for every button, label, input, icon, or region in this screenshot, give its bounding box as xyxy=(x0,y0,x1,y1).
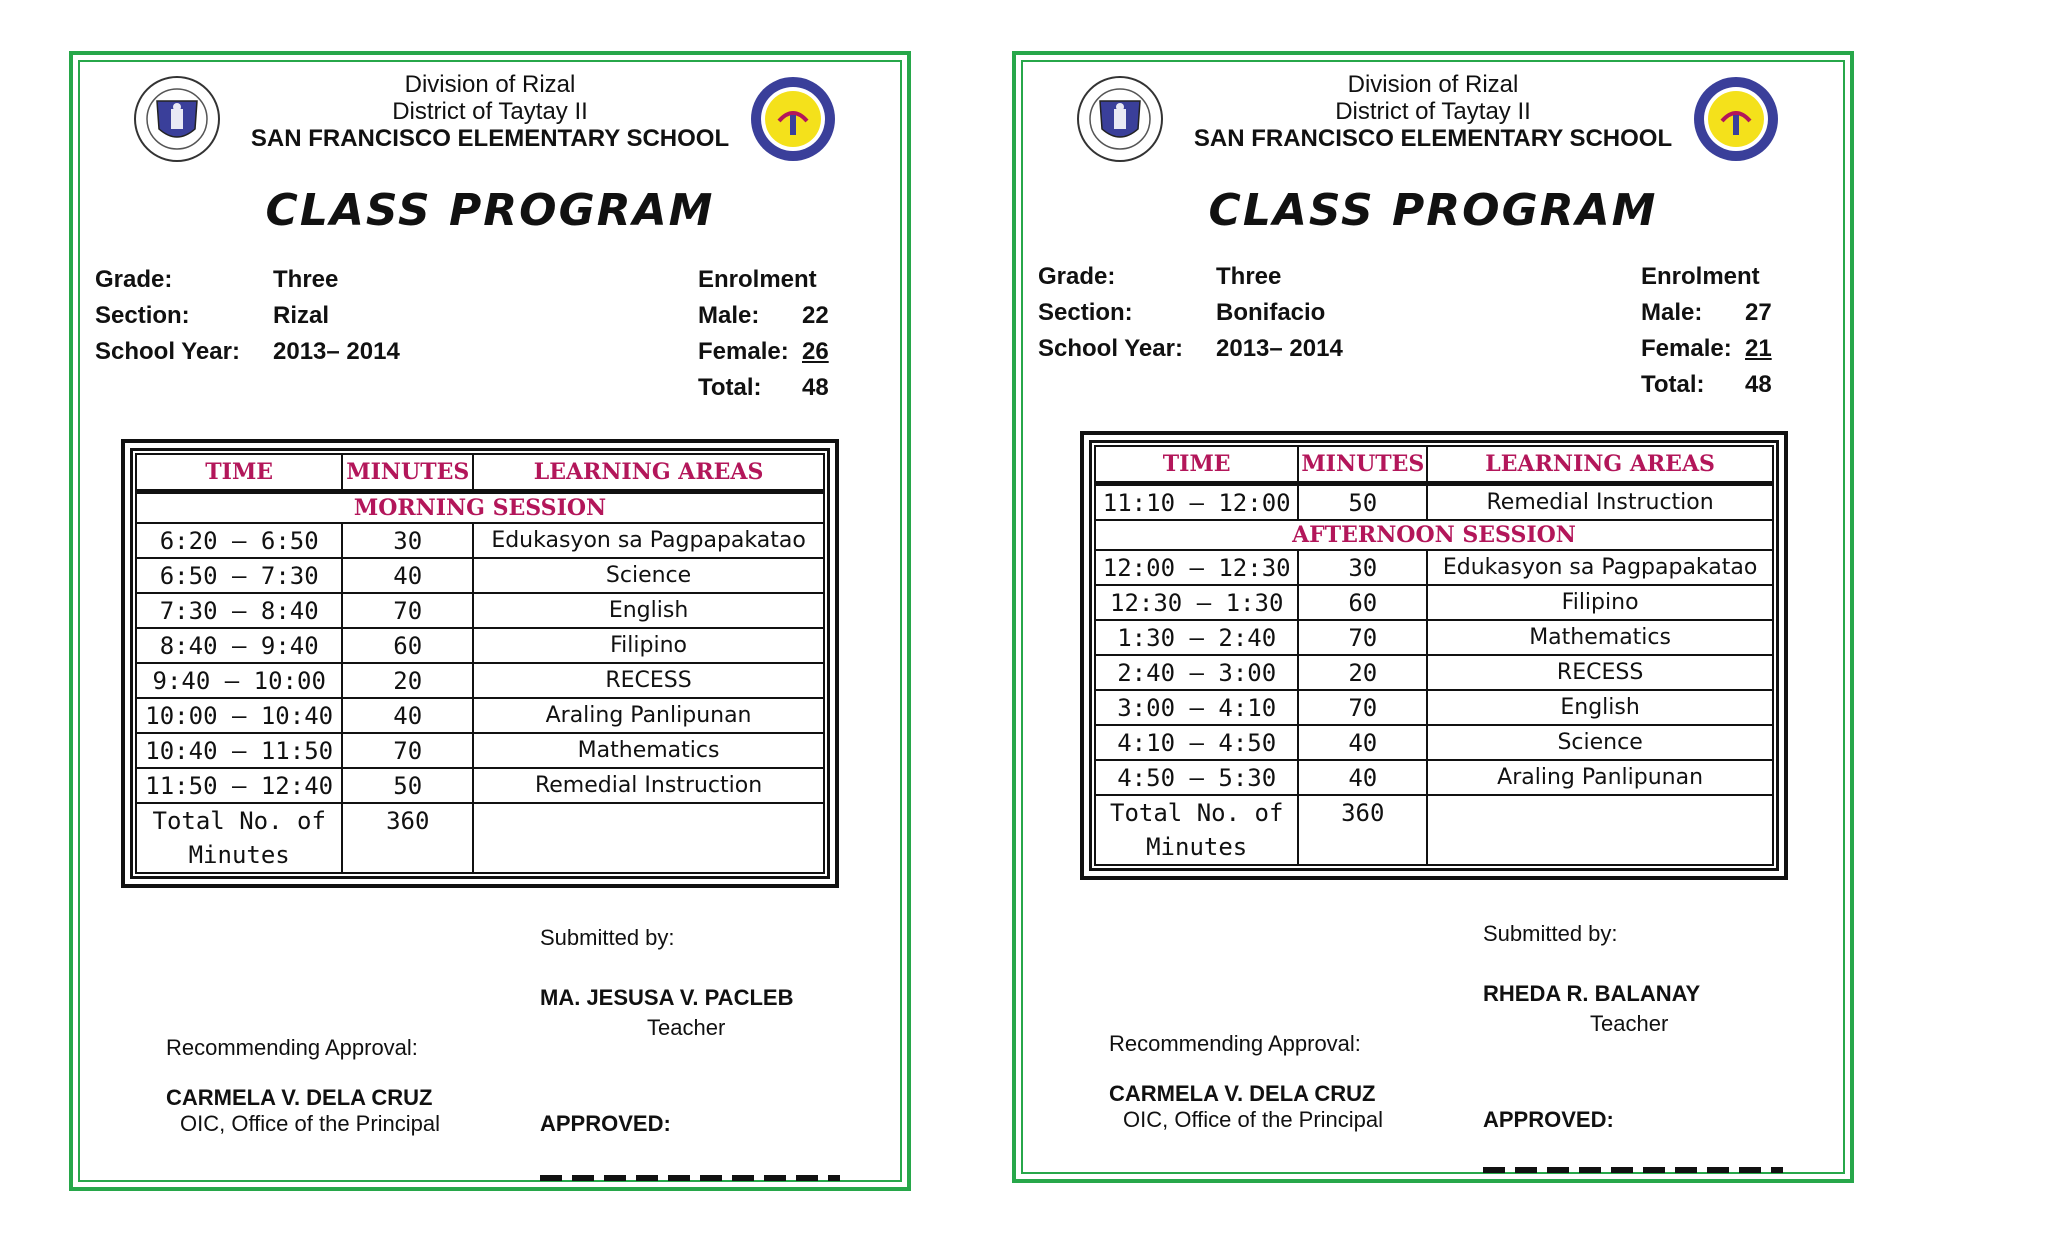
teacher-role: Teacher xyxy=(1590,1011,1669,1036)
grade-value: Three xyxy=(1216,263,1282,290)
school-year-value: 2013– 2014 xyxy=(273,338,400,365)
minutes-cell: 20 xyxy=(1298,655,1427,690)
time-header: TIME xyxy=(1095,446,1298,484)
cut-off-signature-line xyxy=(540,1175,840,1181)
total-minutes-label xyxy=(136,803,342,873)
school-name: SAN FRANCISCO ELEMENTARY SCHOOL xyxy=(1193,125,1673,152)
section-label: Section: xyxy=(1038,299,1133,326)
submitted-by-label: Submitted by: xyxy=(540,925,675,950)
total-minutes-label xyxy=(1095,795,1298,865)
time-cell: 3:00 – 4:10 xyxy=(1095,690,1298,725)
table-row xyxy=(136,628,824,663)
minutes-cell: 20 xyxy=(342,663,473,698)
minutes-header: MINUTES xyxy=(1298,446,1427,484)
learning-area-cell: Remedial Instruction xyxy=(1427,484,1773,521)
table-row xyxy=(136,663,824,698)
school-seal-icon xyxy=(1688,75,1784,163)
school-year-value: 2013– 2014 xyxy=(1216,335,1343,362)
recommending-label: Recommending Approval: xyxy=(1109,1031,1361,1056)
time-cell: 11:50 – 12:40 xyxy=(136,768,342,803)
page-title: CLASS PROGRAM xyxy=(265,185,715,236)
learning-area-cell: RECESS xyxy=(473,663,824,698)
section-label: Section: xyxy=(95,302,190,329)
learning-area-cell: Mathematics xyxy=(1427,620,1773,655)
total-label-line2: Minutes xyxy=(1146,833,1248,861)
learning-area-cell: Araling Panlipunan xyxy=(1427,760,1773,795)
total-label-line1: Total No. of xyxy=(1110,799,1284,827)
learning-area-cell: Edukasyon sa Pagpapakatao xyxy=(1427,550,1773,585)
total-count: 48 xyxy=(802,374,829,401)
male-label: Male: xyxy=(1641,299,1703,326)
recommender-name: CARMELA V. DELA CRUZ xyxy=(1109,1081,1376,1106)
learning-area-cell: Araling Panlipunan xyxy=(473,698,824,733)
enrolment-heading: Enrolment xyxy=(698,266,817,293)
grade-label: Grade: xyxy=(95,266,173,293)
time-cell: 2:40 – 3:00 xyxy=(1095,655,1298,690)
minutes-cell: 30 xyxy=(1298,550,1427,585)
table-row xyxy=(1095,585,1773,620)
table-row xyxy=(136,593,824,628)
learning-area-cell: English xyxy=(473,593,824,628)
time-cell: 4:50 – 5:30 xyxy=(1095,760,1298,795)
learning-area-cell: Science xyxy=(1427,725,1773,760)
total-row xyxy=(136,803,824,873)
teacher-role: Teacher xyxy=(647,1015,726,1040)
time-cell: 6:50 – 7:30 xyxy=(136,558,342,593)
minutes-cell: 30 xyxy=(342,523,473,558)
time-cell: 10:00 – 10:40 xyxy=(136,698,342,733)
table-row xyxy=(1095,550,1773,585)
session-row xyxy=(1095,520,1773,550)
minutes-cell: 40 xyxy=(1298,725,1427,760)
schedule-table-frame xyxy=(121,439,839,888)
minutes-cell: 50 xyxy=(342,768,473,803)
female-label: Female: xyxy=(698,338,789,365)
learning-area-cell: Remedial Instruction xyxy=(473,768,824,803)
schedule-table-frame xyxy=(1080,431,1788,880)
total-minutes-value: 360 xyxy=(342,803,473,873)
minutes-cell: 60 xyxy=(342,628,473,663)
approved-label: APPROVED: xyxy=(540,1111,671,1136)
division-text: Division of Rizal xyxy=(404,71,576,98)
section-value: Rizal xyxy=(273,302,330,329)
learning-areas-header: LEARNING AREAS xyxy=(1427,446,1773,484)
recommender-role: OIC, Office of the Principal xyxy=(180,1111,441,1136)
class-program-page-bonifacio xyxy=(1012,51,1854,1183)
total-empty-cell xyxy=(473,803,824,873)
male-count: 27 xyxy=(1745,299,1772,326)
recommender-name: CARMELA V. DELA CRUZ xyxy=(166,1085,433,1110)
learning-areas-header: LEARNING AREAS xyxy=(473,454,824,492)
learning-area-cell: Mathematics xyxy=(473,733,824,768)
enrolment-box xyxy=(696,261,831,407)
table-row xyxy=(1095,620,1773,655)
total-empty-cell xyxy=(1427,795,1773,865)
learning-area-cell: Edukasyon sa Pagpapakatao xyxy=(473,523,824,558)
total-label: Total: xyxy=(698,374,762,401)
minutes-header: MINUTES xyxy=(342,454,473,492)
section-value: Bonifacio xyxy=(1216,299,1326,326)
recommender-role: OIC, Office of the Principal xyxy=(1123,1107,1384,1132)
session-row xyxy=(136,492,824,524)
session-label: AFTERNOON SESSION xyxy=(1095,520,1773,550)
cut-off-signature-line xyxy=(1483,1167,1783,1173)
table-row xyxy=(1095,760,1773,795)
time-header: TIME xyxy=(136,454,342,492)
teacher-name: MA. JESUSA V. PACLEB xyxy=(540,985,794,1010)
class-info xyxy=(1036,258,1345,368)
table-row xyxy=(136,768,824,803)
table-row xyxy=(136,733,824,768)
time-cell: 10:40 – 11:50 xyxy=(136,733,342,768)
time-cell: 12:30 – 1:30 xyxy=(1095,585,1298,620)
time-cell: 12:00 – 12:30 xyxy=(1095,550,1298,585)
session-label: MORNING SESSION xyxy=(136,492,824,524)
minutes-cell: 50 xyxy=(1298,484,1427,521)
grade-value: Three xyxy=(273,266,339,293)
school-name: SAN FRANCISCO ELEMENTARY SCHOOL xyxy=(250,125,730,152)
grade-label: Grade: xyxy=(1038,263,1116,290)
deped-seal-icon xyxy=(133,75,221,163)
teacher-name: RHEDA R. BALANAY xyxy=(1483,981,1701,1006)
schedule-table xyxy=(1094,445,1774,866)
female-count: 26 xyxy=(802,338,829,365)
deped-seal-icon xyxy=(1076,75,1164,163)
total-row xyxy=(1095,795,1773,865)
time-cell: 9:40 – 10:00 xyxy=(136,663,342,698)
female-count: 21 xyxy=(1745,335,1772,362)
learning-area-cell: Filipino xyxy=(1427,585,1773,620)
total-minutes-value: 360 xyxy=(1298,795,1427,865)
minutes-cell: 40 xyxy=(342,558,473,593)
total-count: 48 xyxy=(1745,371,1772,398)
table-row xyxy=(1095,655,1773,690)
learning-area-cell: Filipino xyxy=(473,628,824,663)
male-count: 22 xyxy=(802,302,829,329)
page-title: CLASS PROGRAM xyxy=(1208,185,1658,236)
time-cell: 7:30 – 8:40 xyxy=(136,593,342,628)
time-cell: 6:20 – 6:50 xyxy=(136,523,342,558)
male-label: Male: xyxy=(698,302,760,329)
minutes-cell: 60 xyxy=(1298,585,1427,620)
school-year-label: School Year: xyxy=(95,338,240,365)
enrolment-box xyxy=(1639,258,1774,404)
district-text: District of Taytay II xyxy=(1335,98,1531,125)
time-cell: 8:40 – 9:40 xyxy=(136,628,342,663)
class-info xyxy=(93,261,402,371)
school-year-label: School Year: xyxy=(1038,335,1183,362)
class-program-page-rizal xyxy=(69,51,911,1191)
minutes-cell: 40 xyxy=(342,698,473,733)
learning-area-cell: RECESS xyxy=(1427,655,1773,690)
schedule-table xyxy=(135,453,825,874)
school-seal-icon xyxy=(745,75,841,163)
table-row xyxy=(1095,725,1773,760)
approved-label: APPROVED: xyxy=(1483,1107,1614,1132)
district-text: District of Taytay II xyxy=(392,98,588,125)
table-row xyxy=(136,698,824,733)
table-row xyxy=(1095,690,1773,725)
total-label-line2: Minutes xyxy=(188,841,290,869)
learning-area-cell: Science xyxy=(473,558,824,593)
division-text: Division of Rizal xyxy=(1347,71,1519,98)
total-label: Total: xyxy=(1641,371,1705,398)
table-row xyxy=(1095,484,1773,521)
recommending-label: Recommending Approval: xyxy=(166,1035,418,1060)
table-row xyxy=(136,523,824,558)
female-label: Female: xyxy=(1641,335,1732,362)
enrolment-heading: Enrolment xyxy=(1641,263,1760,290)
table-row xyxy=(136,558,824,593)
total-label-line1: Total No. of xyxy=(152,807,326,835)
minutes-cell: 70 xyxy=(1298,690,1427,725)
learning-area-cell: English xyxy=(1427,690,1773,725)
time-cell: 11:10 – 12:00 xyxy=(1095,484,1298,521)
minutes-cell: 70 xyxy=(1298,620,1427,655)
time-cell: 4:10 – 4:50 xyxy=(1095,725,1298,760)
submitted-by-label: Submitted by: xyxy=(1483,921,1618,946)
minutes-cell: 40 xyxy=(1298,760,1427,795)
time-cell: 1:30 – 2:40 xyxy=(1095,620,1298,655)
minutes-cell: 70 xyxy=(342,733,473,768)
minutes-cell: 70 xyxy=(342,593,473,628)
